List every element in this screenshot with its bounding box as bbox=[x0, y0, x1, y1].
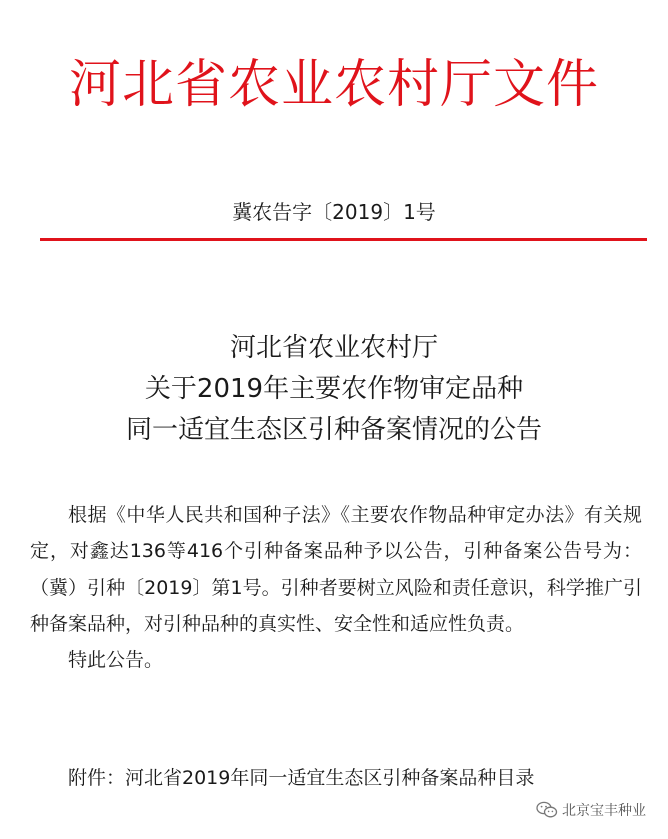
announcement-title bbox=[0, 328, 668, 451]
wechat-icon bbox=[536, 801, 558, 819]
watermark-text: 北京宝丰种业 bbox=[562, 803, 646, 819]
wechat-watermark bbox=[536, 798, 646, 822]
announcement-body bbox=[30, 497, 642, 678]
body-paragraph-closing: 特此公告。 bbox=[68, 649, 164, 672]
title-line-2: 关于2019年主要农作物审定品种 bbox=[144, 374, 524, 404]
body-paragraph-main: 根据《中华人民共和国种子法》《主要农作物品种审定办法》有关规定，对鑫达136等416个引种备案品种予以公告，引种备案公告号为：（冀）引种〔2019〕第1号。引种者要树立风险和责任意识，科学推广引种备案品种，对引种品种的真实性、安全性和适应性负责。 bbox=[30, 504, 642, 635]
title-line-1: 河北省农业农村厅 bbox=[229, 333, 438, 363]
header-divider bbox=[40, 238, 647, 241]
attachment-line: 附件：河北省2019年同一适宜生态区引种备案品种目录 bbox=[68, 767, 535, 789]
title-line-3: 同一适宜生态区引种备案情况的公告 bbox=[125, 415, 542, 445]
document-number: 冀农告字〔2019〕1号 bbox=[232, 200, 436, 224]
document-header-title: 河北省农业农村厅文件 bbox=[68, 55, 599, 115]
